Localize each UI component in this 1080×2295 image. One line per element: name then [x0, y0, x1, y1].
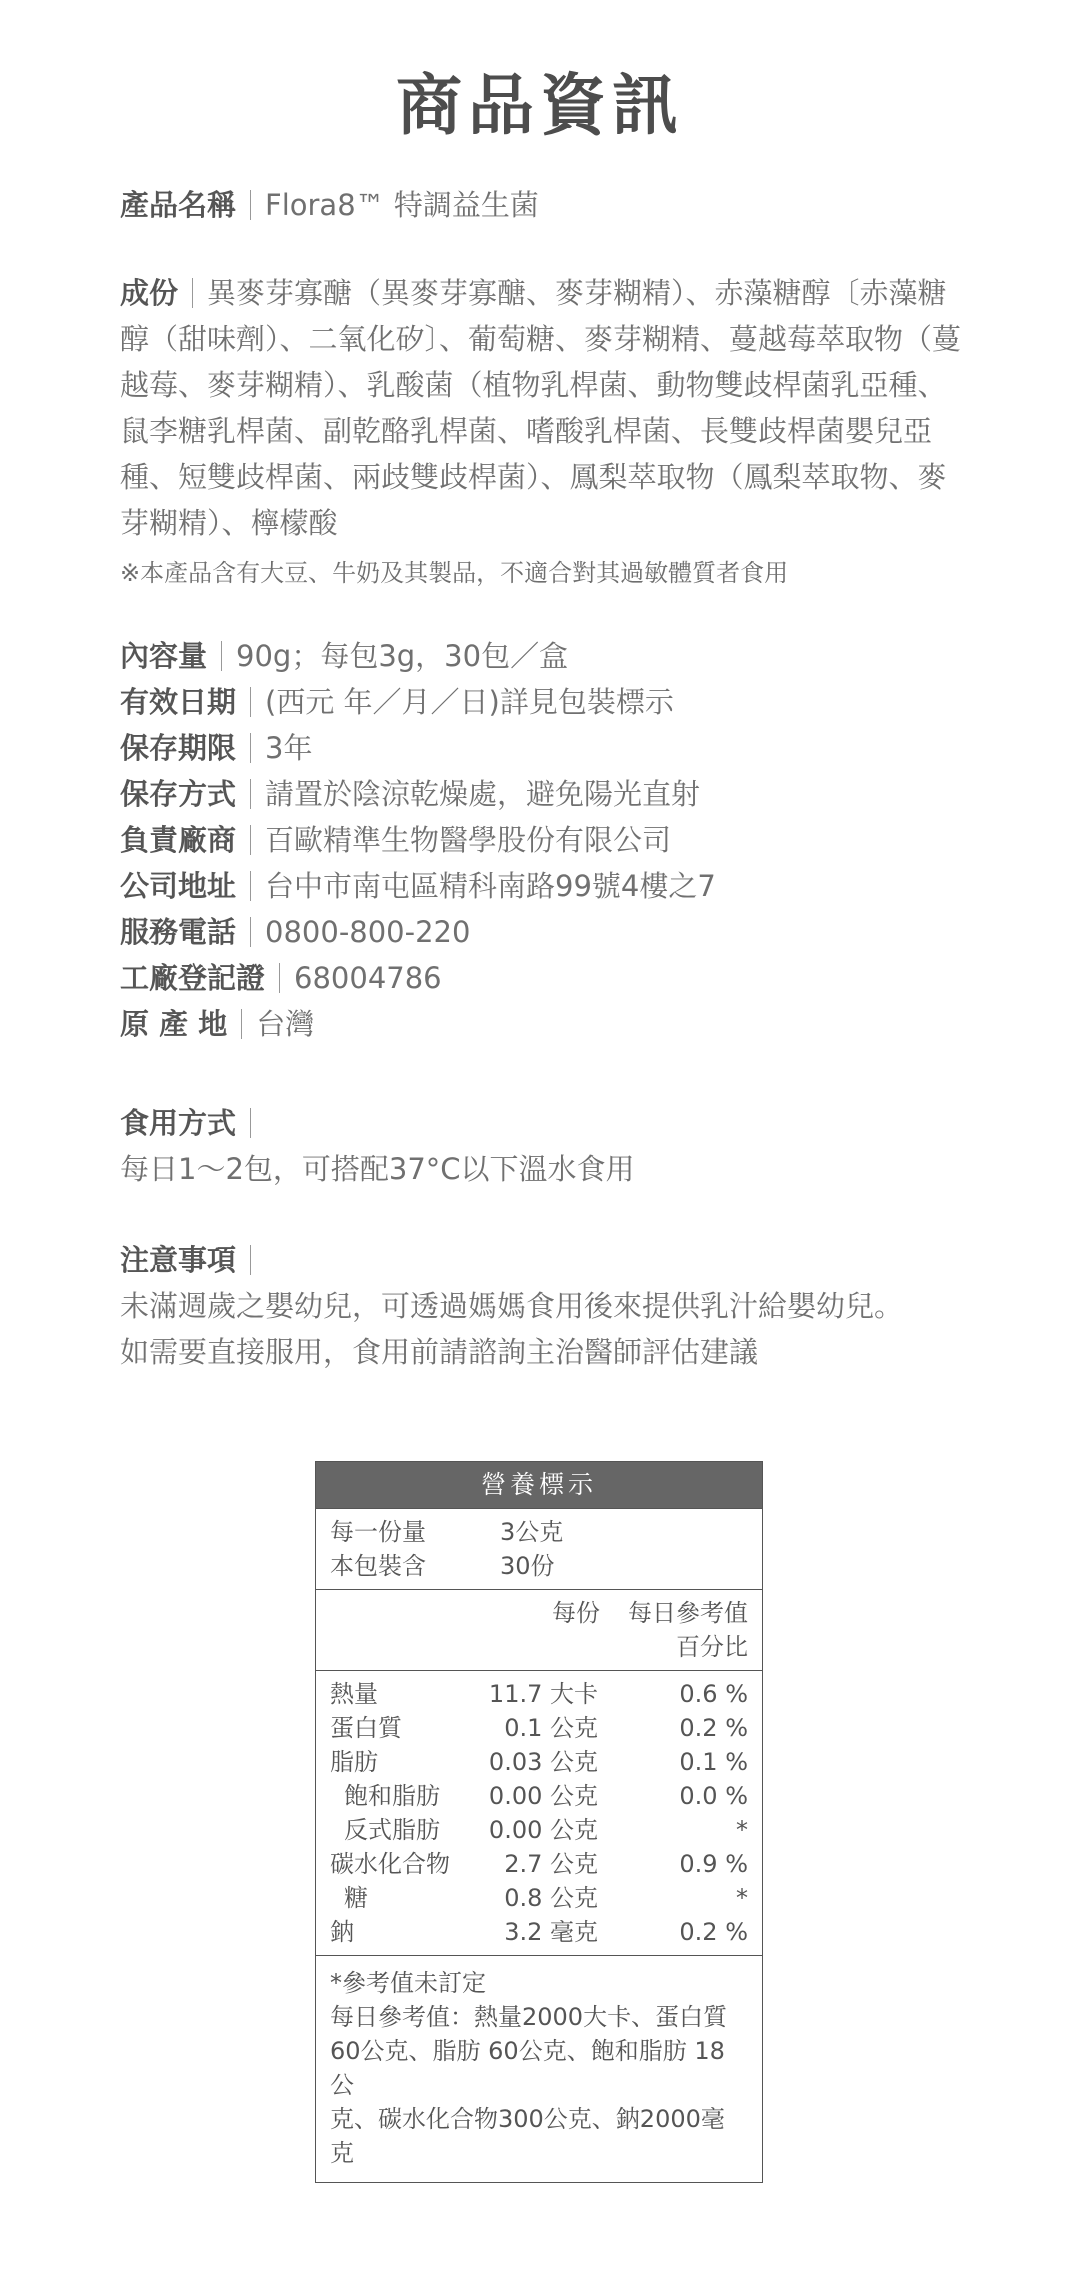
footnote-line: 每日參考值：熱量2000大卡、蛋白質: [330, 2003, 728, 2031]
caution-label: 注意事項: [120, 1243, 237, 1277]
divider: [250, 733, 251, 763]
spec-value: 90g；每包3g，30包／盒: [236, 639, 569, 673]
divider: [192, 278, 193, 308]
spec-value: 百歐精準生物醫學股份有限公司: [265, 823, 672, 857]
page-title: 商品資訊: [396, 67, 684, 144]
spec-row: [120, 1001, 970, 1047]
spec-row: [120, 725, 970, 771]
nutrient-dv: 0.2 %: [679, 1714, 748, 1742]
spec-label: 公司地址: [120, 869, 237, 903]
spec-row: [120, 679, 970, 725]
spec-label: 服務電話: [120, 915, 237, 949]
spec-label: 負責廠商: [120, 823, 237, 857]
divider: [250, 871, 251, 901]
table-row: [330, 1779, 748, 1813]
nutrient-name: 反式脂肪: [344, 1816, 440, 1844]
caution-line: 如需要直接服用，食用前請諮詢主治醫師評估建議: [120, 1335, 759, 1369]
count-value: 30份: [500, 1552, 555, 1580]
spec-row: [120, 633, 970, 679]
divider: [250, 1108, 251, 1138]
divider: [250, 1245, 251, 1275]
divider: [250, 190, 251, 220]
product-name-row: [120, 182, 970, 228]
spec-value: 請置於陰涼乾燥處，避免陽光直射: [265, 777, 701, 811]
nutrient-name: 糖: [344, 1884, 368, 1912]
spec-value: 台灣: [256, 1007, 315, 1041]
count-label: 本包裝含: [330, 1552, 426, 1580]
nutrient-dv: 0.0 %: [679, 1782, 748, 1810]
spec-label: 保存期限: [120, 731, 237, 765]
ingredients-value: 異麥芽寡醣（異麥芽寡醣、麥芽糊精）、赤藻糖醇〔赤藻糖醇（甜味劑）、二氧化矽〕、葡萄糖、麥芽糊精、蔓越莓萃取物（蔓越莓、麥芽糊精）、乳酸菌（植物乳桿菌、動物雙歧桿菌乳亞種、鼠李糖乳桿菌、副乾酪乳桿菌、嗜酸乳桿菌、長雙歧桿菌嬰兒亞種、短雙歧桿菌、兩歧雙歧桿菌）、鳳梨萃取物（鳳梨萃取物、麥芽糊精）、檸檬酸: [120, 276, 962, 540]
spec-row: [120, 909, 970, 955]
table-row: [330, 1711, 748, 1745]
nutrient-name: 碳水化合物: [330, 1850, 450, 1878]
nutrient-value: 0.8 公克: [504, 1884, 598, 1912]
table-row: [330, 1745, 748, 1779]
nutrient-dv: *: [736, 1816, 748, 1844]
usage-label: 食用方式: [120, 1106, 237, 1140]
usage-section: [120, 1100, 970, 1192]
footnote-line: *參考值未訂定: [330, 1969, 486, 1997]
usage-value: 每日1～2包，可搭配37°C以下溫水食用: [120, 1152, 635, 1186]
column-header: [316, 1589, 762, 1670]
divider: [250, 917, 251, 947]
footnote-line: 克、碳水化合物300公克、鈉2000毫克: [330, 2105, 725, 2167]
serving-label: 每一份量: [330, 1518, 426, 1546]
spec-label: 有效日期: [120, 685, 237, 719]
nutrient-value: 3.2 毫克: [504, 1918, 598, 1946]
spec-label: 保存方式: [120, 777, 237, 811]
spec-row: [120, 771, 970, 817]
nutrient-value: 0.00 公克: [488, 1782, 598, 1810]
spec-list: [120, 633, 970, 1047]
divider: [241, 1009, 242, 1039]
divider: [221, 641, 222, 671]
nutrition-footnote: [316, 1955, 762, 2182]
spec-value: 3年: [265, 731, 313, 765]
nutrient-name: 脂肪: [330, 1748, 378, 1776]
nutrient-dv: 0.1 %: [679, 1748, 748, 1776]
allergen-note: ※本產品含有大豆、牛奶及其製品，不適合對其過敏體質者食用: [120, 559, 789, 587]
nutrient-value: 0.00 公克: [488, 1816, 598, 1844]
spec-value: 68004786: [294, 961, 442, 995]
caution-line: 未滿週歲之嬰幼兒，可透過媽媽食用後來提供乳汁給嬰幼兒。: [120, 1289, 904, 1323]
spec-value: 台中市南屯區精科南路99號4樓之7: [265, 869, 716, 903]
nutrient-dv: 0.6 %: [679, 1680, 748, 1708]
divider: [250, 687, 251, 717]
ingredients-row: [120, 270, 970, 596]
spec-label: 工廠登記證: [120, 961, 266, 995]
nutrient-dv: *: [736, 1884, 748, 1912]
nutrient-dv: 0.9 %: [679, 1850, 748, 1878]
divider: [250, 779, 251, 809]
spec-row: [120, 817, 970, 863]
nutrient-value: 0.1 公克: [504, 1714, 598, 1742]
col-percent: 百分比: [676, 1633, 748, 1661]
ingredients-label: 成份: [120, 276, 179, 310]
footnote-line: 60公克、脂肪 60公克、飽和脂肪 18公: [330, 2037, 725, 2099]
serving-section: [316, 1508, 762, 1589]
col-daily-value: 每日參考值: [628, 1599, 748, 1627]
nutrient-name: 飽和脂肪: [344, 1782, 440, 1810]
divider: [250, 825, 251, 855]
table-row: [330, 1847, 748, 1881]
table-row: [330, 1881, 748, 1915]
nutrient-dv: 0.2 %: [679, 1918, 748, 1946]
spec-row: [120, 863, 970, 909]
spec-value: 0800-800-220: [265, 915, 471, 949]
col-per-serving: 每份: [552, 1599, 600, 1627]
spec-label: 原 產 地: [120, 1007, 228, 1041]
spec-value: (西元 年／月／日)詳見包裝標示: [265, 685, 674, 719]
product-name-label: 產品名稱: [120, 188, 237, 222]
nutrition-title: 營養標示: [316, 1462, 762, 1508]
table-row: [330, 1677, 748, 1711]
divider: [279, 963, 280, 993]
nutrient-value: 2.7 公克: [504, 1850, 598, 1878]
table-row: [330, 1813, 748, 1847]
serving-value: 3公克: [500, 1518, 564, 1546]
spec-row: [120, 955, 970, 1001]
nutrition-table: [315, 1461, 763, 2183]
nutrient-name: 鈉: [330, 1918, 354, 1946]
table-row: [330, 1915, 748, 1949]
nutrient-value: 11.7 大卡: [488, 1680, 598, 1708]
nutrient-name: 蛋白質: [330, 1714, 402, 1742]
nutrient-name: 熱量: [330, 1680, 378, 1708]
nutrient-value: 0.03 公克: [488, 1748, 598, 1776]
spec-label: 內容量: [120, 639, 208, 673]
product-name-value: Flora8™ 特調益生菌: [265, 188, 539, 222]
nutrient-rows: [316, 1670, 762, 1955]
caution-section: [120, 1237, 970, 1375]
